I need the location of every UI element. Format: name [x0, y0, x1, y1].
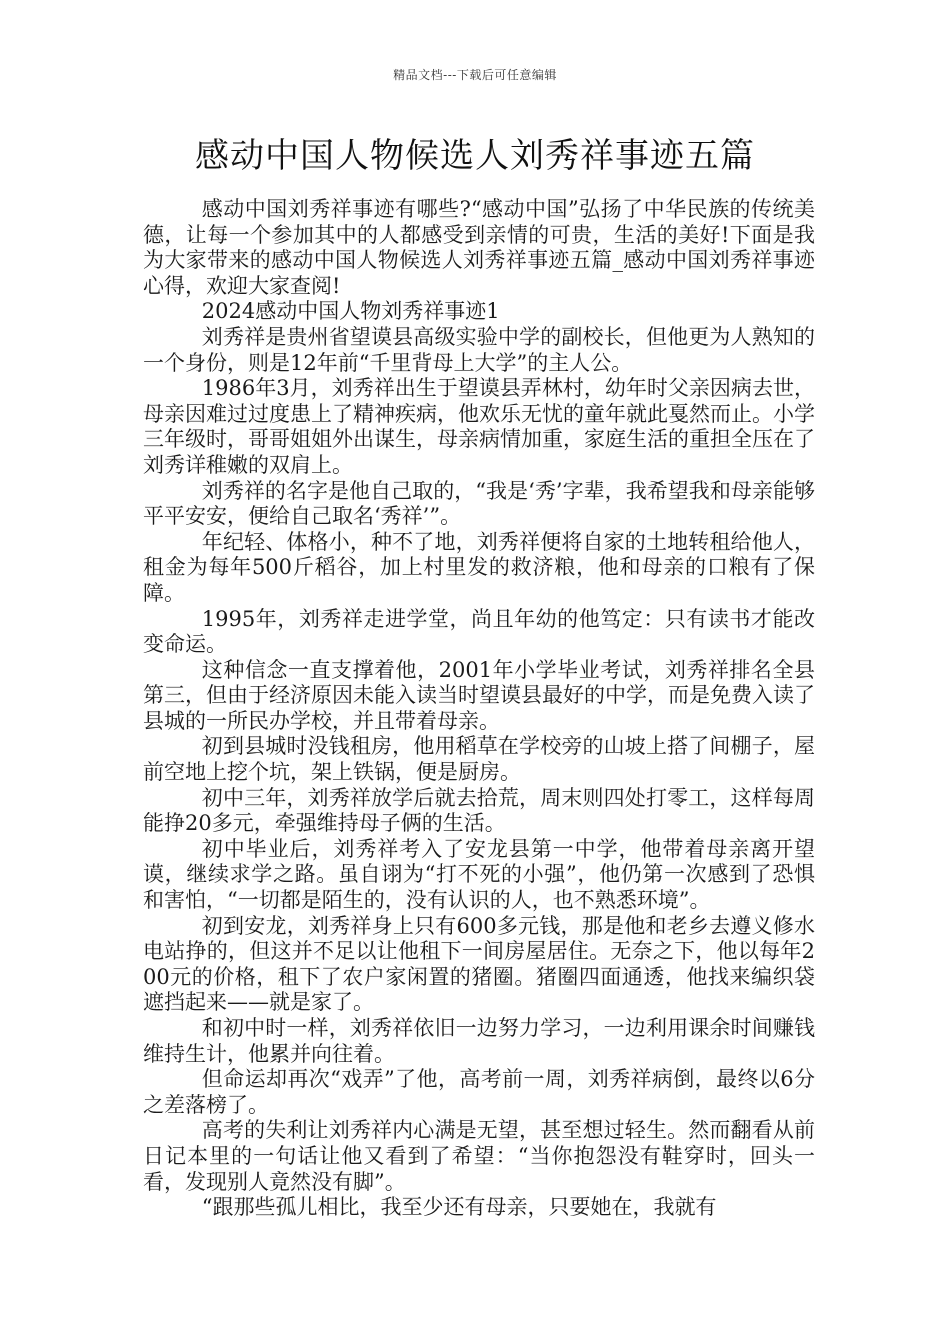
document-body: [143, 197, 815, 1221]
paragraph: 初中毕业后，刘秀祥考入了安龙县第一中学，他带着母亲离开望谟，继续求学之路。虽自诩为“打不死的小强”，他仍第一次感到了恐惧和害怕，“一切都是陌生的，没有认识的人，也不熟悉环境”。: [143, 836, 815, 913]
paragraph: “跟那些孤儿相比，我至少还有母亲，只要她在，我就有: [201, 1195, 717, 1220]
paragraph: 1995年，刘秀祥走进学堂，尚且年幼的他笃定：只有读书才能改变命运。: [143, 606, 815, 657]
paragraph: 初中三年，刘秀祥放学后就去拾荒，周末则四处打零工，这样每周能挣20多元，牵强维持母子俩的生活。: [143, 785, 815, 836]
paragraph: 刘秀祥是贵州省望谟县高级实验中学的副校长，但他更为人熟知的一个身份，则是12年前“千里背母上大学”的主人公。: [143, 324, 815, 375]
paragraph: 这种信念一直支撑着他，2001年小学毕业考试，刘秀祥排名全县第三，但由于经济原因未能入读当时望谟县最好的中学，而是免费入读了县城的一所民办学校，并且带着母亲。: [143, 657, 815, 733]
paragraph: 年纪轻、体格小，种不了地，刘秀祥便将自家的土地转租给他人，租金为每年500斤稻谷，加上村里发的救济粮，他和母亲的口粮有了保障。: [143, 529, 815, 605]
document-title: 感动中国人物候选人刘秀祥事迹五篇: [195, 136, 755, 176]
paragraph: 和初中时一样，刘秀祥依旧一边努力学习，一边利用课余时间赚钱维持生计，他累并向往着。: [143, 1016, 815, 1066]
paragraph: 高考的失利让刘秀祥内心满是无望，甚至想过轻生。然而翻看从前日记本里的一句话让他又看到了希望：“当你抱怨没有鞋穿时，回头一看，发现别人竟然没有脚”。: [143, 1118, 815, 1194]
paragraph: 但命运却再次“戏弄”了他，高考前一周，刘秀祥病倒，最终以6分之差落榜了。: [143, 1067, 815, 1117]
paragraph: 刘秀祥的名字是他自己取的，“我是‘秀’字辈，我希望我和母亲能够平平安安，便给自己取名‘秀祥’”。: [143, 478, 815, 529]
page-header: 精品文档---下载后可任意编辑: [393, 68, 557, 82]
paragraph: 1986年3月，刘秀祥出生于望谟县弄林村，幼年时父亲因病去世，母亲因难过过度患上了精神疾病，他欢乐无忧的童年就此戛然而止。小学三年级时，哥哥姐姐外出谋生，母亲病情加重，家庭生活的重担全压在了刘秀详稚嫩的双肩上。: [143, 376, 815, 477]
paragraph: 初到安龙，刘秀祥身上只有600多元钱，那是他和老乡去遵义修水电站挣的，但这并不足以让他租下一间房屋居住。无奈之下，他以每年200元的价格，租下了农户家闲置的猪圈。猪圈四面通透，他找来编织袋遮挡起来——就是家了。: [143, 913, 815, 1015]
paragraph: 初到县城时没钱租房，他用稻草在学校旁的山坡上搭了间棚子，屋前空地上挖个坑，架上铁锅，便是厨房。: [143, 734, 815, 785]
section-heading: 2024感动中国人物刘秀祥事迹1: [201, 299, 500, 324]
paragraph-intro: 感动中国刘秀祥事迹有哪些?“感动中国”弘扬了中华民族的传统美德，让每一个参加其中的人都感受到亲情的可贵，生活的美好!下面是我为大家带来的感动中国人物候选人刘秀祥事迹五篇_感动中国刘秀祥事迹心得，欢迎大家查阅!: [143, 197, 815, 298]
